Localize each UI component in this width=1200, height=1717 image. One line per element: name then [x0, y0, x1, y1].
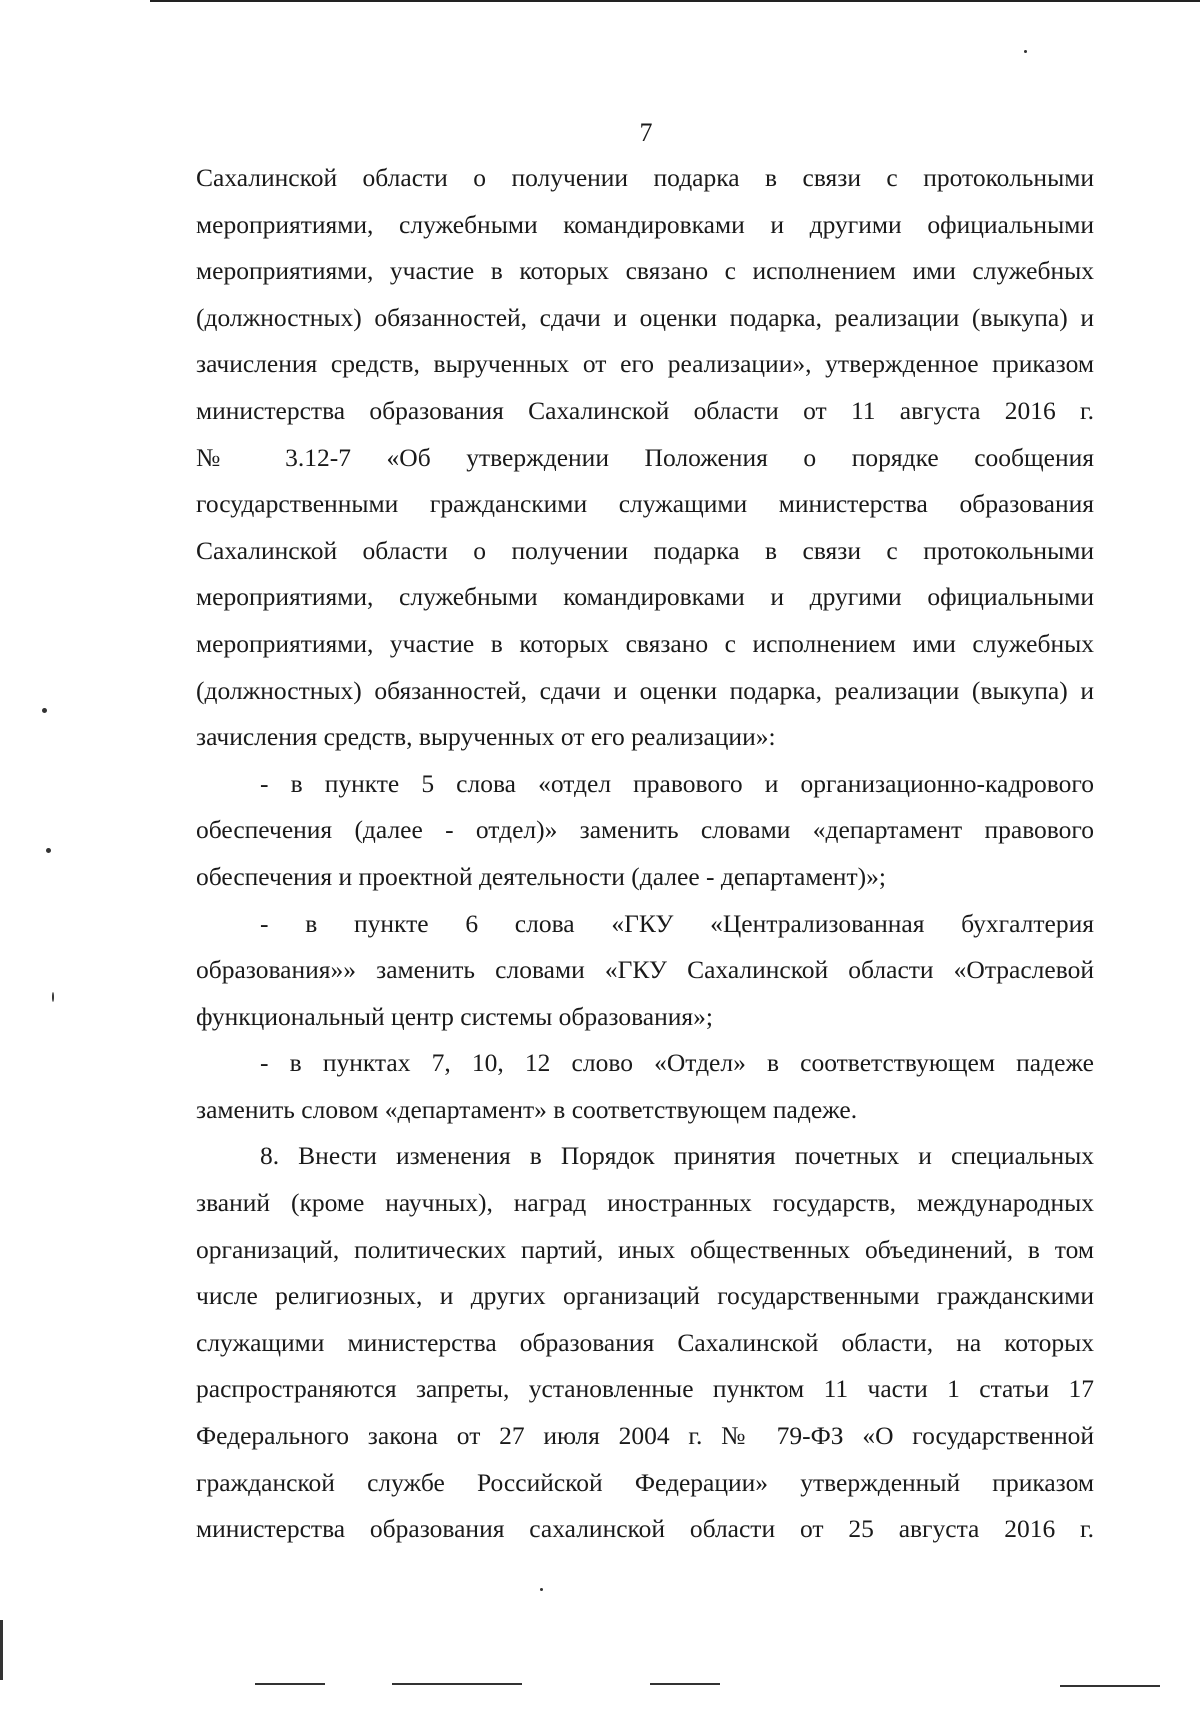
text-line: Сахалинской области о получении подарка в связи с протокольными	[196, 163, 1094, 192]
text-line: - в пункте 6 слова «ГКУ «Централизованная бухгалтерия	[260, 908, 1094, 938]
text-line: функциональный центр системы образования»;	[196, 1001, 713, 1031]
text-line: образования»» заменить словами «ГКУ Сахалинской области «Отраслевой	[196, 955, 1094, 985]
text-line: мероприятиями, участие в которых связано с исполнением ими служебных	[196, 256, 1094, 286]
scan-speck	[1024, 50, 1027, 53]
document-body	[196, 155, 1094, 1553]
scan-speck	[52, 992, 54, 1002]
scan-speck	[42, 708, 47, 713]
scan-edge-bottom	[650, 1683, 720, 1685]
text-line: числе религиозных, и других организаций государственными гражданскими	[196, 1281, 1094, 1311]
text-line: - в пункте 5 слова «отдел правового и организационно-кадрового	[260, 768, 1094, 798]
scan-edge-bottom	[1060, 1685, 1160, 1687]
text-line: организаций, политических партий, иных общественных объединений, в том	[196, 1234, 1094, 1264]
text-line: Федерального закона от 27 июля 2004 г. № 79-ФЗ «О государственной	[196, 1421, 1094, 1451]
scan-edge-left	[0, 1620, 3, 1680]
text-line: гражданской службе Российской Федерации» утвержденный приказом	[196, 1467, 1094, 1497]
text-line: (должностных) обязанностей, сдачи и оценки подарка, реализации (выкупа) и	[196, 302, 1094, 332]
text-line: мероприятиями, служебными командировками и другими официальными	[196, 582, 1094, 612]
text-line: обеспечения (далее - отдел)» заменить словами «департамент правового	[196, 815, 1094, 845]
scan-speck	[540, 1588, 543, 1591]
text-line: министерства образования сахалинской области от 25 августа 2016 г.	[196, 1514, 1094, 1544]
text-line: распространяются запреты, установленные пунктом 11 части 1 статьи 17	[196, 1374, 1094, 1404]
text-line: зачисления средств, вырученных от его реализации», утвержденное приказом	[196, 349, 1094, 379]
text-line: министерства образования Сахалинской области от 11 августа 2016 г.	[196, 395, 1094, 425]
text-line: обеспечения и проектной деятельности (далее - департамент)»;	[196, 861, 886, 891]
text-line: зачисления средств, вырученных от его реализации»:	[196, 722, 776, 752]
text-line: мероприятиями, служебными командировками и другими официальными	[196, 209, 1094, 239]
text-line: Сахалинской области о получении подарка в связи с протокольными	[196, 535, 1094, 565]
text-line: 8. Внести изменения в Порядок принятия почетных и специальных	[260, 1141, 1094, 1171]
text-line: № 3.12-7 «Об утверждении Положения о порядке сообщения	[196, 442, 1094, 472]
text-line: (должностных) обязанностей, сдачи и оценки подарка, реализации (выкупа) и	[196, 675, 1094, 705]
text-line: государственными гражданскими служащими министерства образования	[196, 489, 1094, 519]
text-line: званий (кроме научных), наград иностранных государств, международных	[196, 1188, 1094, 1218]
text-line: служащими министерства образования Сахалинской области, на которых	[196, 1327, 1094, 1357]
scan-edge-top	[150, 0, 1200, 2]
text-line: - в пунктах 7, 10, 12 слово «Отдел» в соответствующем падеже	[260, 1048, 1094, 1078]
page-number: 7	[639, 118, 653, 147]
scan-edge-bottom	[255, 1683, 325, 1685]
scan-speck	[46, 848, 51, 853]
scan-edge-bottom	[392, 1683, 522, 1685]
text-line: мероприятиями, участие в которых связано с исполнением ими служебных	[196, 628, 1094, 658]
text-line: заменить словом «департамент» в соответствующем падеже.	[196, 1094, 858, 1124]
